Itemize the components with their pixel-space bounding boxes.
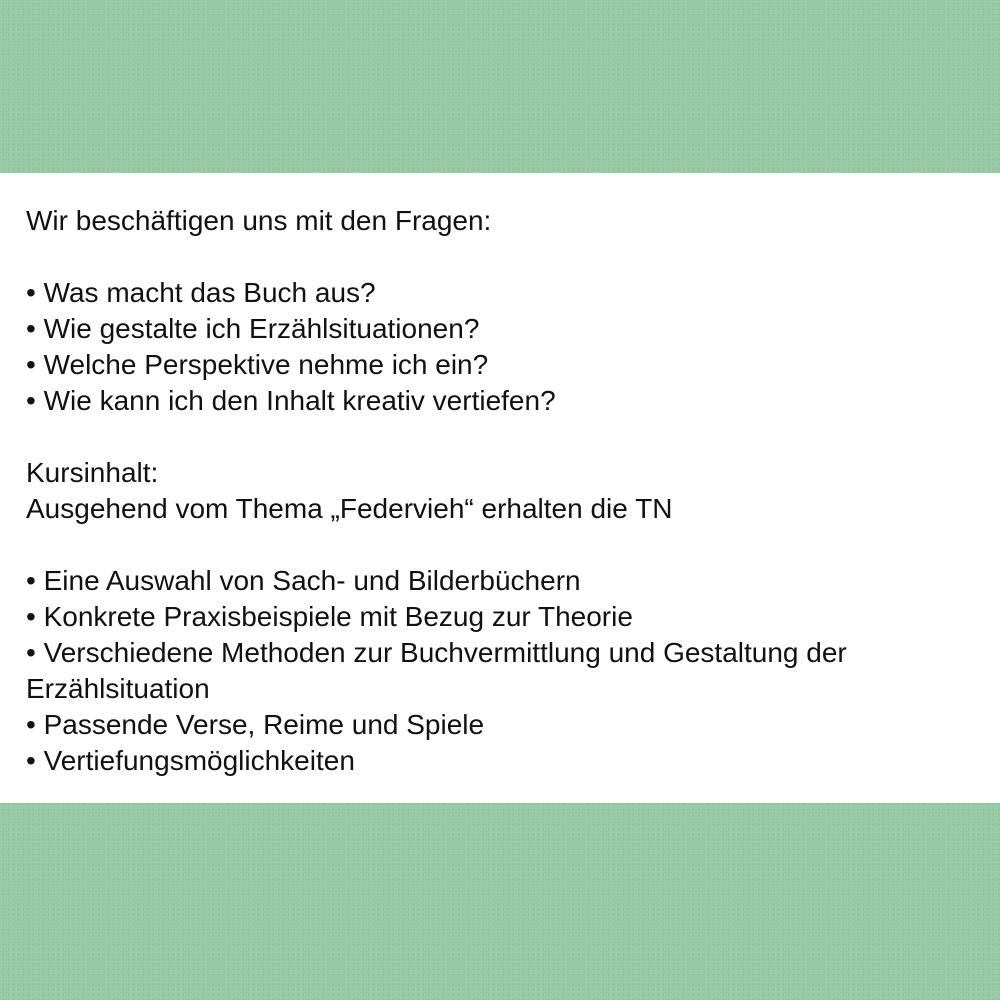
- spacer: [26, 527, 974, 563]
- content-item: • Vertiefungsmöglichkeiten: [26, 743, 974, 779]
- content-item: • Passende Verse, Reime und Spiele: [26, 707, 974, 743]
- course-intro: Ausgehend vom Thema „Federvieh“ erhalten die TN: [26, 493, 673, 524]
- spacer: [26, 419, 974, 455]
- content-item: • Konkrete Praxisbeispiele mit Bezug zur Theorie: [26, 599, 974, 635]
- intro-text: Wir beschäftigen uns mit den Fragen:: [26, 205, 492, 236]
- spacer: [26, 239, 974, 275]
- question-item: • Welche Perspektive nehme ich ein?: [26, 347, 974, 383]
- question-item: • Was macht das Buch aus?: [26, 275, 974, 311]
- text-panel: [0, 173, 1000, 803]
- course-heading: Kursinhalt:: [26, 457, 159, 488]
- content-item: • Verschiedene Methoden zur Buchvermittlung und Gestaltung der Erzählsituation: [26, 635, 974, 707]
- question-item: • Wie gestalte ich Erzählsituationen?: [26, 311, 974, 347]
- question-item: • Wie kann ich den Inhalt kreativ vertiefen?: [26, 383, 974, 419]
- content-item: • Eine Auswahl von Sach- und Bilderbüchern: [26, 563, 974, 599]
